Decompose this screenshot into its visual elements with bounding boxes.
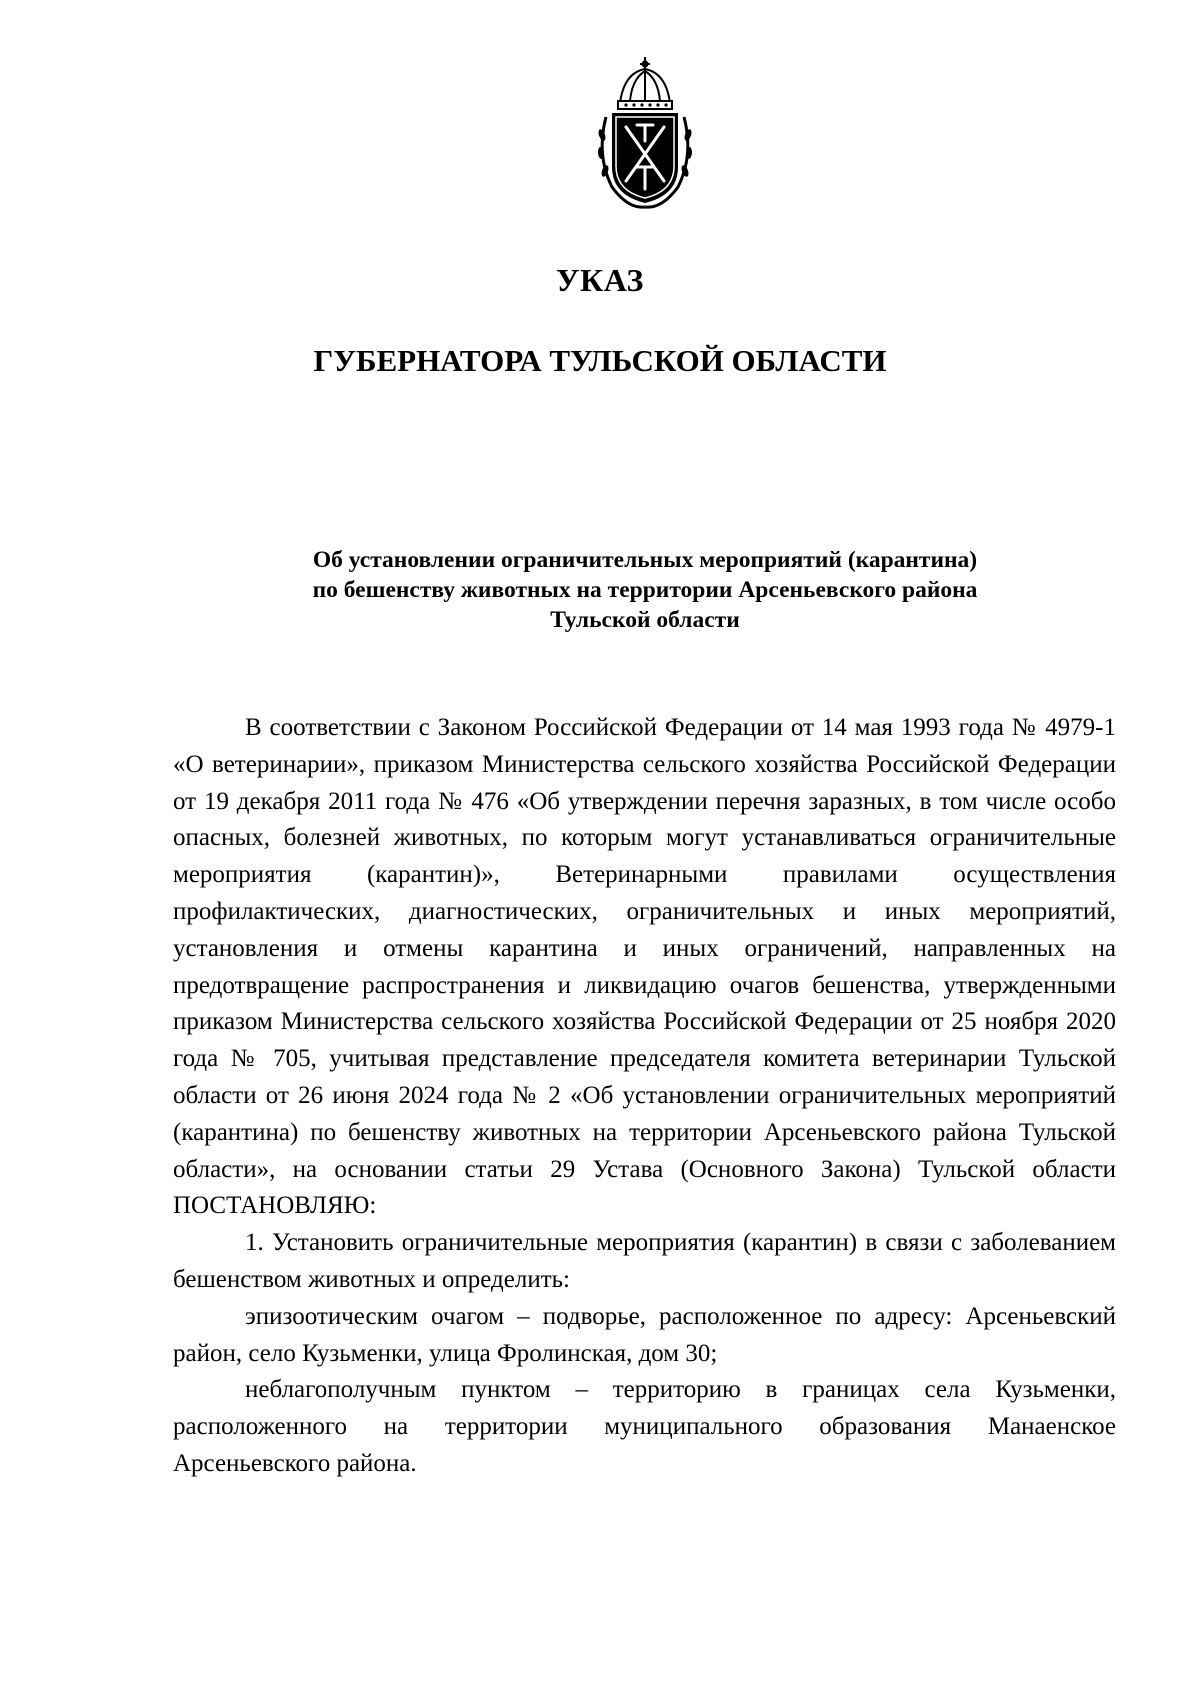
issuer-heading: ГУБЕРНАТОРА ТУЛЬСКОЙ ОБЛАСТИ	[313, 343, 887, 378]
decree-title-line: по бешенству животных на территории Арсеньевского района	[312, 577, 978, 603]
tula-coat-of-arms-icon	[590, 55, 700, 215]
clause-paragraph: эпизоотическим очагом – подворье, расположенное по адресу: Арсеньевский район, село Кузьменки, улица Фролинская, дом 30;	[173, 1302, 1116, 1367]
decree-title	[200, 545, 1090, 635]
decree-title-line: Об установлении ограничительных мероприятий (карантина)	[312, 547, 978, 573]
decree-body	[173, 710, 1116, 1483]
clause-paragraph: 1. Установить ограничительные мероприятия (карантин) в связи с заболеванием бешенством животных и определить:	[173, 1229, 1116, 1293]
clause-paragraph: неблагополучным пунктом – территорию в границах села Кузьменки, расположенного на территории муниципального образования Манаенское Арсеньевского района.	[173, 1376, 1116, 1477]
document-type-heading: УКАЗ	[556, 262, 644, 298]
decree-title-line: Тульской области	[550, 607, 740, 633]
preamble-paragraph: В соответствии с Законом Российской Федерации от 14 мая 1993 года № 4979-1 «О ветеринарии», приказом Министерства сельского хозяйства Российской Федерации от 19 декабря 2011 года № 476 «Об утверждении перечня заразных, в том числе особо опасных, болезней животных, по которым могут устанавливаться ограничительные мероприятия (карантин)», Ветеринарными правилами осуществления профилактических, диагностических, ограничительных и иных мероприятий, установления и отмены карантина и иных ограничений, направленных на предотвращение распространения и ликвидацию очагов бешенства, утвержденными приказом Министерства сельского хозяйства Российской Федерации от 25 ноября 2020 года № 705, учитывая представление председателя комитета ветеринарии Тульской области от 26 июня 2024 года № 2 «Об установлении ограничительных мероприятий (карантина) по бешенству животных на территории Арсеньевского района Тульской области», на основании статьи 29 Устава (Основного Закона) Тульской области ПОСТАНОВЛЯЮ:	[173, 714, 1116, 1220]
